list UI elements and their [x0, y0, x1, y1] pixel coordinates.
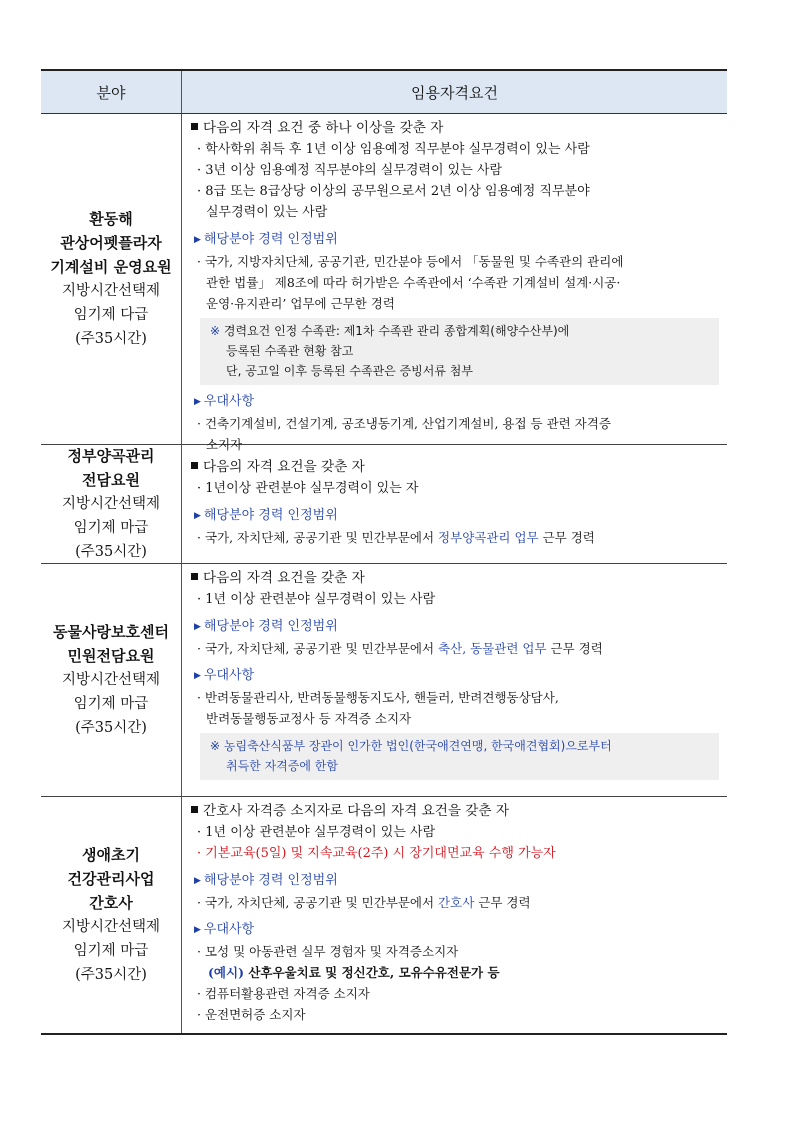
section-title: ▶ 우대사항 [188, 391, 719, 413]
reference-mark-icon: ※ [210, 739, 221, 753]
triangle-icon: ▶ [194, 235, 201, 245]
category-cell: 생애초기 건강관리사업 간호사 지방시간선택제 임기제 마급 (주35시간) [41, 797, 182, 1033]
square-bullet-icon [191, 573, 198, 580]
table-row [41, 114, 727, 452]
table-row [41, 445, 727, 564]
category-cell: 동물사랑보호센터 민원전담요원 지방시간선택제 임기제 마급 (주35시간) [41, 564, 182, 796]
section-title: ▶ 우대사항 [188, 665, 719, 687]
square-bullet-icon [191, 806, 198, 813]
section-title: ▶ 해당분야 경력 인정범위 [188, 616, 719, 638]
section-title: ▶ 해당분야 경력 인정범위 [188, 505, 719, 527]
header-field: 분야 [41, 71, 182, 113]
requirements-cell: 다음의 자격 요건을 갖춘 자 · 1년이상 관련분야 실무경력이 있는 자 ▶ 해당분야 경력 인정범위 · 국가, 자치단체, 공공기관 및 민간부문에서 정부양곡관리 업무 근무 경력 [182, 445, 727, 563]
triangle-icon: ▶ [194, 876, 201, 886]
triangle-icon: ▶ [194, 671, 201, 681]
section-title: ▶ 해당분야 경력 인정범위 [188, 870, 719, 892]
section-title: ▶ 해당분야 경력 인정범위 [188, 229, 719, 251]
note-box: ※ 경력요건 인정 수족관: 제1차 수족관 관리 종합계획(해양수산부)에 등록된 수족관 현황 참고 단, 공고일 이후 등록된 수족관은 증빙서류 첨부 [200, 318, 719, 385]
category-cell: 환동해 관상어펫플라자 기계설비 운영요원 지방시간선택제 임기제 다급 (주35시간) [41, 114, 182, 444]
triangle-icon: ▶ [194, 511, 201, 521]
requirements-cell: 다음의 자격 요건을 갖춘 자 · 1년 이상 관련분야 실무경력이 있는 사람 ▶ 해당분야 경력 인정범위 · 국가, 자치단체, 공공기관 및 민간부문에서 축산, 동물관련 업무 근무 경력 ▶ 우대사항 · 반려동물관리사, 반려동물행동지도사, 핸들러, 반려견행동상담사, 반려동물행동교정사 등 자격증 소지자 ※ 농림축산식품부 장관이 인가한 법인(한국애견연맹, 한국애견협회)으로부터 취득한 자격증에 한함 [182, 564, 727, 796]
section-title: ▶ 우대사항 [188, 919, 719, 941]
table-header [41, 71, 727, 114]
requirements-table [41, 69, 727, 1035]
triangle-icon: ▶ [194, 397, 201, 407]
requirements-cell: 다음의 자격 요건 중 하나 이상을 갖춘 자 · 학사학위 취득 후 1년 이상 임용예정 직무분야 실무경력이 있는 사람 · 3년 이상 임용예정 직무분야의 실무경력이 있는 사람 · 8급 또는 8급상당 이상의 공무원으로서 2년 이상 임용예정 직무분야 실무경력이 있는 사람 ▶ 해당분야 경력 인정범위 · 국가, 지방자치단체, 공공기관, 민간분야 등에서 「동물원 및 수족관의 관리에 관한 법률」 제8조에 따라 허가받은 수족관에서 ‘수족관 기계설비 설계·시공· 운영·유지관리’ 업무에 근무한 경력 ※ 경력요건 인정 수족관: 제1차 수족관 관리 종합계획(해양수산부)에 등록된 수족관 현황 참고 단, 공고일 이후 등록된 수족관은 증빙서류 첨부 ▶ 우대사항 · 건축기계설비, 건설기계, 공조냉동기계, 산업기계설비, 용접 등 관련 자격증 소지자 [182, 114, 727, 444]
header-requirements: 임용자격요건 [411, 83, 498, 102]
requirements-cell: 간호사 자격증 소지자로 다음의 자격 요건을 갖춘 자 · 1년 이상 관련분야 실무경력이 있는 사람 · 기본교육(5일) 및 지속교육(2주) 시 장기대면교육 수행 가능자 ▶ 해당분야 경력 인정범위 · 국가, 자치단체, 공공기관 및 민간부문에서 간호사 근무 경력 ▶ 우대사항 · 모성 및 아동관련 실무 경험자 및 자격증소지자 (예시) 산후우울치료 및 정신간호, 모유수유전문가 등 · 컴퓨터활용관련 자격증 소지자 · 운전면허증 소지자 [182, 797, 727, 1033]
reference-mark-icon: ※ [210, 324, 221, 338]
table-row [41, 797, 727, 1033]
note-box: ※ 농림축산식품부 장관이 인가한 법인(한국애견연맹, 한국애견협회)으로부터 취득한 자격증에 한함 [200, 733, 719, 780]
square-bullet-icon [191, 462, 198, 469]
table-row [41, 564, 727, 797]
square-bullet-icon [191, 123, 198, 130]
triangle-icon: ▶ [194, 925, 201, 935]
triangle-icon: ▶ [194, 622, 201, 632]
category-cell: 정부양곡관리 전담요원 지방시간선택제 임기제 마급 (주35시간) [41, 445, 182, 563]
